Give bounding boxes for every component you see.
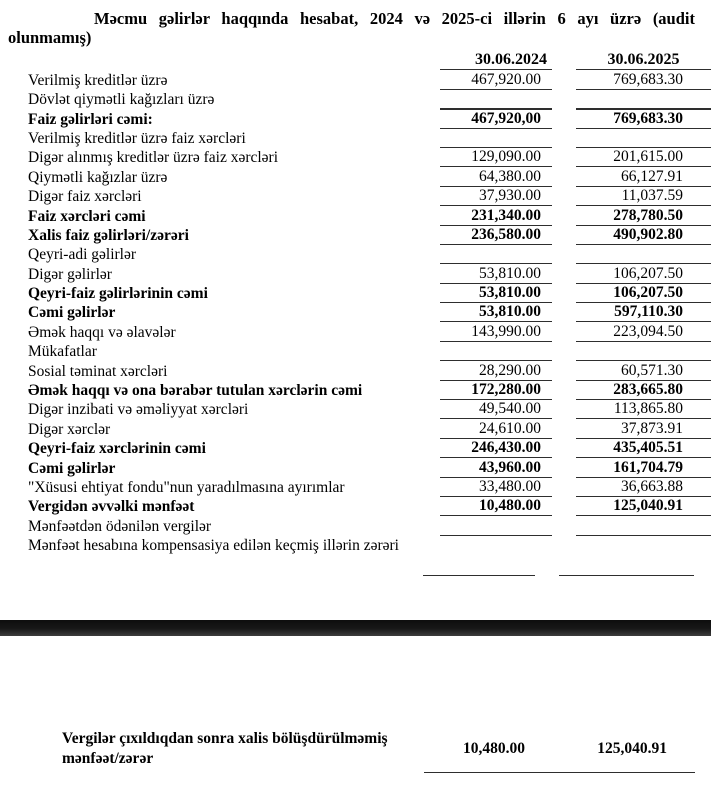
value-2025: 36,663.88 [576, 478, 711, 497]
column-gap [552, 90, 576, 109]
table-row [0, 245, 711, 264]
value-2025: 490,902.80 [576, 226, 711, 245]
column-header-2024: 30.06.2024 [440, 51, 552, 70]
column-gap [552, 167, 576, 186]
table-row [0, 419, 711, 438]
row-label: Mükafatlar [28, 343, 97, 361]
report-title-line1: Məcmu gəlirlər haqqında hesabat, 2024 və 2025-ci illərin 6 ayı üzrə (audit [94, 9, 695, 28]
row-label: Xalis faiz gəlirləri/zərəri [28, 226, 189, 244]
value-2024: 53,810.00 [440, 264, 552, 283]
value-2024: 143,990.00 [440, 322, 552, 341]
table-row [0, 497, 711, 516]
row-label: Digər alınmış kreditlər üzrə faiz xərcləri [28, 149, 279, 167]
value-2025: 278,780.50 [576, 206, 711, 225]
row-label: Qiymətli kağızlar üzrə [28, 168, 168, 186]
table-row [0, 342, 711, 361]
value-2024: 10,480.00 [440, 497, 552, 516]
table-header-row [0, 51, 711, 70]
net-profit-value-2024: 10,480.00 [463, 739, 525, 757]
column-gap [552, 516, 576, 535]
column-gap [552, 264, 576, 283]
value-2024: 129,090.00 [440, 148, 552, 167]
report-title [8, 9, 695, 47]
column-gap [552, 70, 576, 89]
value-2025: 106,207.50 [576, 284, 711, 303]
header-label-spacer [28, 51, 440, 70]
column-gap [552, 400, 576, 419]
table-row [0, 400, 711, 419]
column-gap [552, 458, 576, 477]
row-label: Qeyri-faiz gəlirlərinin cəmi [28, 285, 208, 303]
row-label: "Xüsusi ehtiyat fondu"nun yaradılmasına ayırımlar [28, 478, 345, 496]
column-gap [552, 303, 576, 322]
row-label: Digər gəlirlər [28, 265, 112, 283]
value-2025: 60,571.30 [576, 361, 711, 380]
value-2025 [576, 516, 711, 535]
value-2025: 201,615.00 [576, 148, 711, 167]
value-2024: 37,930.00 [440, 187, 552, 206]
column-gap [535, 536, 559, 576]
row-label: Vergidən əvvəlki mənfəət [28, 498, 195, 516]
value-2025 [576, 245, 711, 264]
table-row [0, 439, 711, 458]
table-row [0, 167, 711, 186]
value-2024: 246,430.00 [440, 439, 552, 458]
column-gap [552, 381, 576, 400]
value-2025 [559, 536, 694, 576]
value-2025: 106,207.50 [576, 264, 711, 283]
table-row [0, 187, 711, 206]
net-profit-value-2025: 125,040.91 [597, 739, 667, 757]
value-2024: 28,290.00 [440, 361, 552, 380]
value-2024 [440, 342, 552, 361]
row-label: Cəmi gəlirlər [28, 304, 116, 322]
table-row [0, 148, 711, 167]
column-gap [552, 148, 576, 167]
column-gap [552, 284, 576, 303]
column-gap [552, 342, 576, 361]
value-2024: 33,480.00 [440, 478, 552, 497]
value-2024: 53,810.00 [440, 284, 552, 303]
income-statement-table [0, 51, 711, 576]
row-label: Faiz xərcləri cəmi [28, 207, 146, 225]
net-profit-after-tax-row [0, 726, 711, 773]
column-gap [552, 226, 576, 245]
value-2024: 53,810.00 [440, 303, 552, 322]
column-gap [552, 497, 576, 516]
table-row [0, 284, 711, 303]
column-gap [552, 245, 576, 264]
column-gap [552, 187, 576, 206]
table-row [0, 478, 711, 497]
value-2025: 597,110.30 [576, 303, 711, 322]
value-2024 [440, 129, 552, 148]
table-row [0, 536, 711, 576]
row-label: Əmək haqqı və ona bərabər tutulan xərclərin cəmi [28, 382, 363, 400]
row-label: Mənfəət hesabına kompensasiya edilən keçmiş illərin zərəri [28, 536, 399, 554]
row-label: Qeyri-faiz xərclərinin cəmi [28, 440, 206, 458]
value-2025 [576, 90, 711, 109]
value-2025: 769,683.30 [576, 109, 711, 128]
value-2024 [440, 516, 552, 535]
row-label: Digər inzibati və əməliyyat xərcləri [28, 401, 249, 419]
row-label: Verilmiş kreditlər üzrə faiz xərcləri [28, 129, 246, 147]
value-2024: 231,340.00 [440, 206, 552, 225]
value-2024: 172,280.00 [440, 381, 552, 400]
value-2024: 467,920,00 [440, 109, 552, 128]
value-2024 [423, 536, 535, 576]
value-2024: 24,610.00 [440, 419, 552, 438]
table-row [0, 226, 711, 245]
value-2025: 37,873.91 [576, 419, 711, 438]
table-row [0, 361, 711, 380]
value-2024: 43,960.00 [440, 458, 552, 477]
value-2025: 113,865.80 [576, 400, 711, 419]
value-2024: 49,540.00 [440, 400, 552, 419]
row-label: Cəmi gəlirlər [28, 459, 116, 477]
table-row [0, 516, 711, 535]
column-gap [552, 478, 576, 497]
table-row [0, 70, 711, 89]
value-2024 [440, 245, 552, 264]
row-label: Verilmiş kreditlər üzrə [28, 71, 168, 89]
report-page [0, 9, 711, 773]
value-2025: 11,037.59 [576, 187, 711, 206]
value-2025: 435,405.51 [576, 439, 711, 458]
table-body [0, 70, 711, 575]
column-gap [552, 322, 576, 341]
report-title-line2: olunmamış) [8, 28, 92, 47]
table-row [0, 90, 711, 109]
table-row [0, 264, 711, 283]
row-label: Sosial təminat xərcləri [28, 362, 168, 380]
table-row [0, 322, 711, 341]
value-2024: 236,580.00 [440, 226, 552, 245]
net-profit-values [424, 726, 695, 773]
row-label: Əmək haqqı və əlavələr [28, 323, 176, 341]
column-gap [552, 109, 576, 128]
value-2025: 223,094.50 [576, 322, 711, 341]
value-2025: 283,665.80 [576, 381, 711, 400]
table-row [0, 303, 711, 322]
column-gap [552, 439, 576, 458]
column-gap [536, 726, 560, 772]
row-label: Digər faiz xərcləri [28, 188, 142, 206]
row-label: Digər xərclər [28, 420, 111, 438]
row-label: Qeyri-adi gəlirlər [28, 246, 137, 264]
value-2025: 66,127.91 [576, 167, 711, 186]
value-2025: 769,683.30 [576, 70, 711, 89]
table-row [0, 206, 711, 225]
table-row [0, 381, 711, 400]
value-2025: 161,704.79 [576, 458, 711, 477]
value-2024: 64,380.00 [440, 167, 552, 186]
table-row [0, 109, 711, 128]
column-gap [552, 361, 576, 380]
column-gap [552, 129, 576, 148]
table-row [0, 458, 711, 477]
net-profit-label: Vergilər çıxıldıqdan sonra xalis bölüşdürülməmiş mənfəət/zərər [62, 729, 388, 767]
column-gap [552, 51, 576, 70]
row-label: Dövlət qiymətli kağızları üzrə [28, 91, 215, 109]
column-gap [552, 419, 576, 438]
value-2025 [576, 342, 711, 361]
value-2025: 125,040.91 [576, 497, 711, 516]
value-2024 [440, 90, 552, 109]
column-header-2025: 30.06.2025 [576, 51, 711, 70]
row-label: Faiz gəlirləri cəmi: [28, 110, 153, 128]
value-2024: 467,920.00 [440, 70, 552, 89]
section-divider-bar [0, 620, 711, 636]
row-label: Mənfəətdən ödənilən vergilər [28, 517, 212, 535]
table-row [0, 129, 711, 148]
value-2025 [576, 129, 711, 148]
column-gap [552, 206, 576, 225]
